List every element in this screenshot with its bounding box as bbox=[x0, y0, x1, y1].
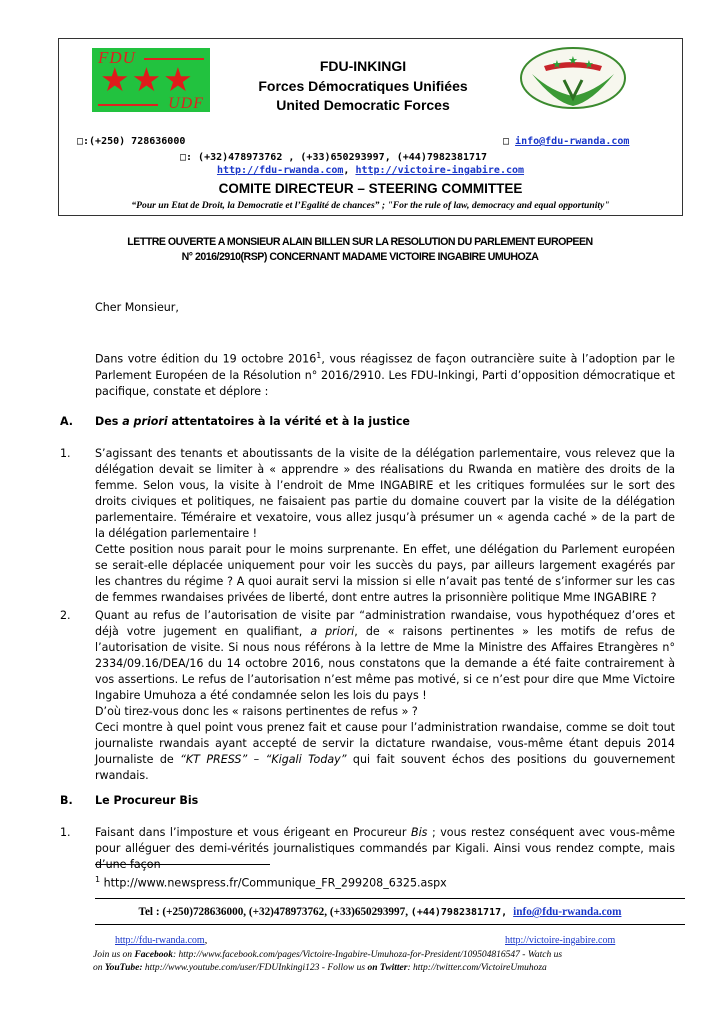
section-b-label: B. bbox=[60, 794, 73, 807]
footer-email-link[interactable]: info@fdu-rwanda.com bbox=[513, 906, 622, 918]
logo-line-bottom bbox=[98, 104, 158, 106]
footer-site-left: http://fdu-rwanda.com, bbox=[115, 935, 208, 946]
footer-facebook-line: Join us on Facebook: http://www.facebook.com/pages/Victoire-Ingabire-Umuhoza-for-President/109504816547 - Watch us bbox=[93, 950, 563, 960]
item-1-text: S’agissant des tenants et aboutissants de la visite de la délégation parlementaire, vous relevez que la délégation devait se limiter à « apprendre » des réalisations du Rwanda en matière des droits de la femme. Selon vous, la visite à l’endroit de Mme INGABIRE et les critiques formulées sur le sort des droits civiques et politiques, ne faisaient pas partie du domaine couvert par la visite de la délégation parlementaire. Téméraire et vexatoire, vous allez jusqu’à présumer un « agenda caché » de la part de la délégation parlementaire ! Cette position nous parait pour le moins surprenante. En effet, une délégation du Parlement européen se serait-elle déplacée uniquement pour voir les succès du pays, par ailleurs largement exagérés par les chantres du régime ? A quoi aurait servi la mission si elle n’avait pas tenté de s’informer sur les cas de femmes rwandaises privées de liberté, dont entre autres la prisonnière politique Mme INGABIRE ? bbox=[95, 447, 675, 604]
email-link[interactable]: info@fdu-rwanda.com bbox=[515, 136, 630, 147]
section-b-title: Le Procureur Bis bbox=[95, 794, 199, 807]
website-fdu-link[interactable]: http://fdu-rwanda.com bbox=[216, 165, 344, 176]
item-2-text: Quant au refus de l’autorisation de visite par “administration rwandaise, vous hypothéquez d’ores et déjà votre jugement en qualifiant, a priori, de « raisons pertinentes » les motifs de refus de l’autorisation de visite. Si nous nous référons à la lettre de Mme la Ministre des Affaires Etrangères n° 2334/09.16/DEA/16 du 14 octobre 2016, nous constatons que la demande a été faite contrairement à vos assertions. Le refus de l’autorisation n’est même pas motivé, si ce n’est pour dire que Mme Victoire Ingabire Umuhoza a été condamnée selon les lois du pays ! D’où tirez-vous donc les « raisons pertinentes de refus » ? Ceci montre à quel point vous prenez fait et cause pour l’administration rwandaise, comme se doit tout journaliste rwandais ayant accepté de servir la dictature rwandaise, vous-même étant depuis 2014 Journaliste de “KT PRESS” – “Kigali Today” qui fait souvent échos des positions du gouvernement rwandais. bbox=[95, 609, 676, 782]
websites-line: http://fdu-rwanda.com, http://victoire-ingabire.com bbox=[216, 165, 525, 176]
footer-youtube-line: on YouTube: http://www.youtube.com/user/FDUInkingi123 - Follow us on Twitter: http://twitter.com/VictoireUmuhoza bbox=[93, 963, 547, 973]
motto: “Pour un Etat de Droit, la Democratie et l’Egalité de chances” ; "For the rule of law, democracy and equal opportunity" bbox=[131, 200, 610, 211]
footnote-separator bbox=[95, 864, 270, 865]
footer-site-right bbox=[505, 935, 615, 946]
footnote: $^1$ http://www.newspress.fr/Communique_FR_299208_6325.aspx bbox=[95, 875, 447, 890]
item-1-text-2: Cette position nous parait pour le moins surprenante. En effet, une délégation du Parlement européen se serait-elle déplacée uniquement pour voir les succès du pays, par ailleurs largement exagérés par les chantres du régime ? A quoi aurait servi la mission si elle n’avait pas tenté de s’informer sur les cas de femmes rwandaises privées de liberté, dont entre autres la prisonnière politique Mme INGABIRE ? bbox=[95, 543, 675, 604]
website-victoire-link[interactable]: http://victoire-ingabire.com bbox=[355, 165, 525, 176]
phones-international: □: (+32)478973762 , (+33)650293997, (+44)7982381717 bbox=[180, 152, 488, 163]
footer-top-rule bbox=[95, 898, 685, 899]
svg-text:★: ★ bbox=[552, 59, 562, 71]
section-a-label: A. bbox=[60, 415, 74, 428]
org-name-en: United Democratic Forces bbox=[276, 97, 450, 113]
footer-bottom-rule bbox=[95, 924, 685, 925]
svg-text:★: ★ bbox=[568, 55, 578, 67]
item-3-text: Faisant dans l’imposture et vous érigeant en Procureur Bis ; vous restez conséquent avec vous-même pour alléguer des demi-vérités journalistiques commandés par Kigali. Ainsi vous rendez compte, mais d’une façon bbox=[95, 826, 675, 871]
intro-paragraph: Dans votre édition du 19 octobre 2016$^1$, vous réagissez de façon outrancière suite à l’adoption par le Parlement Européen de la Résolution n° 2016/2910. Les FDU-Inkingi, Parti d’opposition démocratique et pacifique, constate et déplore : bbox=[95, 351, 675, 398]
inkingi-emblem-logo bbox=[514, 44, 632, 118]
org-name: FDU-INKINGI bbox=[319, 58, 407, 74]
fdu-udf-logo bbox=[92, 48, 210, 112]
committee-heading: COMITE DIRECTEUR – STEERING COMMITTEE bbox=[218, 181, 523, 196]
footer-contacts: Tel : (+250)728636000, (+32)478973762, (+33)650293997, (+44)7982381717, info@fdu-rwanda.com bbox=[138, 906, 622, 918]
phone-rwanda: □:(+250) 728636000 bbox=[77, 136, 186, 147]
section-a-title: Des a priori attentatoires à la vérité et à la justice bbox=[95, 415, 410, 428]
email-line bbox=[503, 136, 629, 147]
footer-fdu-link[interactable]: http://fdu-rwanda.com bbox=[115, 935, 205, 946]
three-stars-icon: ★★★ bbox=[100, 61, 195, 98]
salutation: Cher Monsieur, bbox=[95, 301, 179, 314]
footer-victoire-link[interactable]: http://victoire-ingabire.com bbox=[505, 935, 616, 946]
logo-fdu-text: FDU bbox=[98, 48, 136, 67]
letter-title-line-1: LETTRE OUVERTE A MONSIEUR ALAIN BILLEN SUR LA RESOLUTION DU PARLEMENT EUROPEEN bbox=[127, 236, 593, 248]
item-3-number: 1. bbox=[60, 826, 71, 839]
email-box-icon: □ bbox=[503, 136, 516, 147]
logo-udf-text: UDF bbox=[168, 95, 204, 112]
letter-title-line-2: N° 2016/2910(RSP) CONCERNANT MADAME VICTOIRE INGABIRE UMUHOZA bbox=[181, 251, 539, 263]
logo-line-top bbox=[144, 58, 204, 60]
item-1-number: 1. bbox=[60, 447, 71, 460]
item-2-question: D’où tirez-vous donc les « raisons pertinentes de refus » ? bbox=[95, 705, 418, 718]
svg-text:★: ★ bbox=[584, 59, 594, 71]
org-name-fr: Forces Démocratiques Unifiées bbox=[258, 78, 468, 94]
footnote-text: http://www.newspress.fr/Communique_FR_299208_6325.aspx bbox=[100, 876, 447, 890]
item-2-number: 2. bbox=[60, 609, 71, 622]
item-2-text-3: Ceci montre à quel point vous prenez fait et cause pour l’administration rwandaise, comme se doit tout journaliste rwandais ayant accepté de servir la dictature rwandaise, vous-même étant depuis 2014 Journaliste de “KT PRESS” – “Kigali Today” qui fait souvent échos des positions du gouvernement rwandais. bbox=[95, 721, 676, 782]
footnote-ref: 1 bbox=[316, 351, 322, 360]
